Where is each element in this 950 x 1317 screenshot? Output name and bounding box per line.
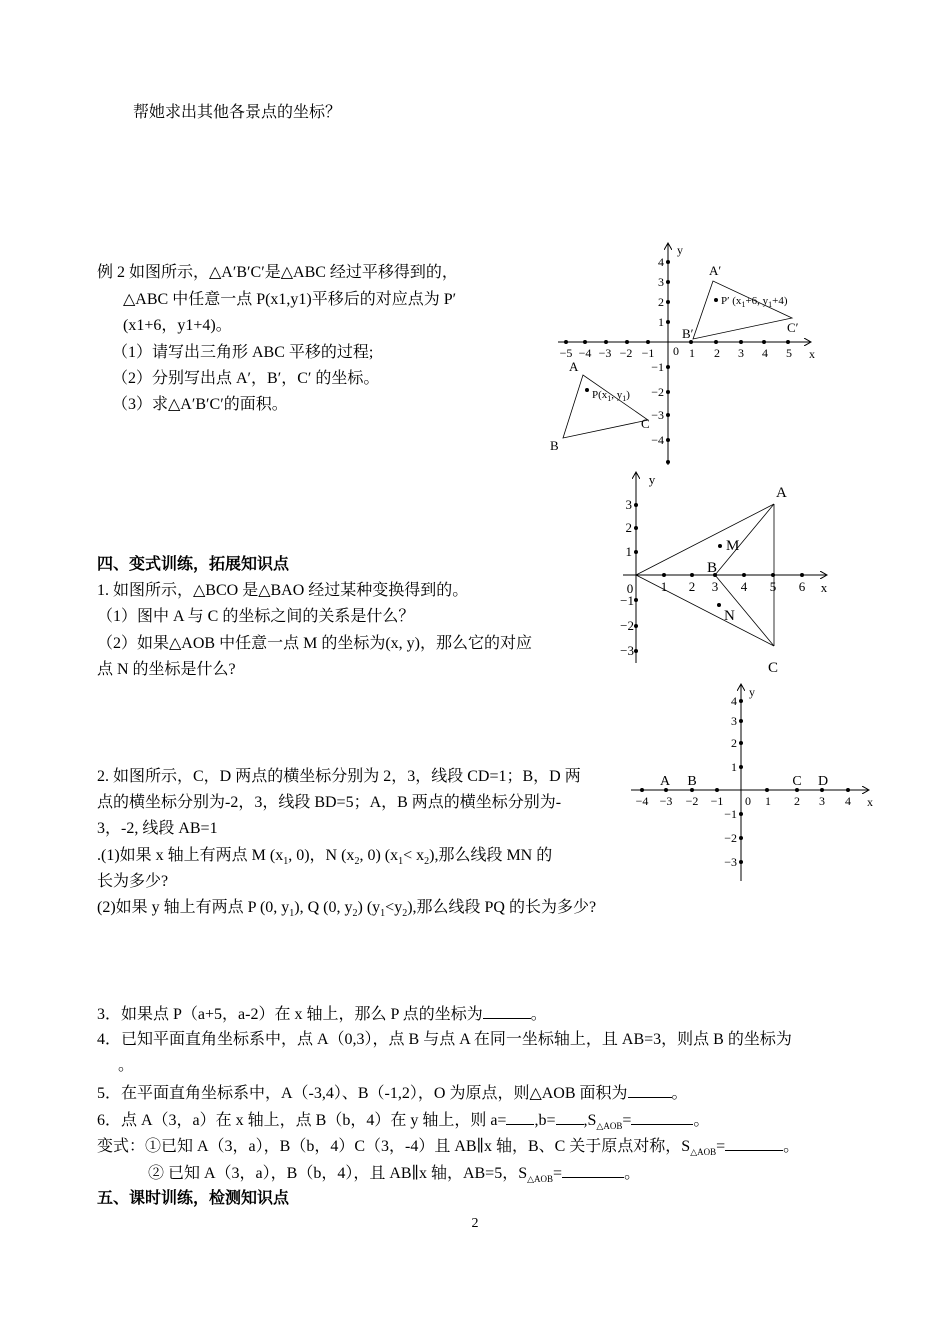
- fig2-x-axis-label: x: [820, 580, 828, 595]
- fig2-ytick: −3: [620, 643, 634, 658]
- problem6: 6．点 A（3，a）在 x 轴上，点 B（b，4）在 y 轴上，则 $a= ,b= ,S_{\triangle AOB}=$ 。: [97, 1109, 709, 1136]
- fig3-ytick: −2: [724, 831, 737, 845]
- fig1-label-p-prime: P′ ($x_1+6$, $y_1+4$): [721, 295, 788, 309]
- triangle-a-prime: [693, 281, 792, 339]
- fig1-ytick: −2: [651, 385, 664, 399]
- fig3-origin: 0: [745, 794, 751, 808]
- problem2-q1: .(1)如果 x 轴上有两点 M ($x_1$, 0)，N ($x_2$, 0) $(x_1< x_2)$,那么线段 MN 的: [97, 847, 553, 868]
- fig1-x-axis-label: x: [809, 347, 815, 361]
- page-number: 2: [471, 1216, 479, 1231]
- problem2-q2: (2)如果 y 轴上有两点 P (0, $y_1$), Q (0, $y_2$) $(y_1<y_2)$,那么线段 PQ 的长为多少?: [97, 899, 597, 920]
- fig2-ytick: 1: [625, 544, 632, 559]
- fig1-xtick: 2: [714, 346, 720, 360]
- fig1-label-a: A: [569, 359, 579, 374]
- fig1-xtick: 1: [689, 346, 695, 360]
- fig3-xtick: 4: [845, 794, 851, 808]
- fig1-label-a-prime: A′: [709, 263, 722, 278]
- fig3-ytick: 4: [731, 694, 737, 708]
- fig3-xtick: 3: [819, 794, 825, 808]
- fig1-xtick: −3: [598, 346, 612, 360]
- variant1: 变式：①已知 A（3，a），B（b，4）C（3，-4）且 AB∥x 轴，B、C 关于原点对称，$S_{\triangle AOB}=$ 。: [97, 1135, 799, 1162]
- fig1-label-p: $P(x_1$, $y_1$): [592, 389, 630, 403]
- fig2-label-n: N: [724, 608, 735, 624]
- section5-heading: 五、课时训练，检测知识点: [97, 1190, 290, 1207]
- problem2-line3: 3，-2, 线段 AB=1: [97, 820, 218, 837]
- fig2-xtick: 1: [660, 579, 668, 594]
- fig3-ytick: −1: [724, 807, 737, 821]
- fig2-xtick: 3: [711, 579, 719, 594]
- example2-q2: （2）分别写出点 A′，B′，C′ 的坐标。: [112, 370, 380, 387]
- fig3-label-d: D: [817, 774, 829, 789]
- fig2-xtick: 6: [798, 579, 806, 594]
- problem4-end: 。: [118, 1057, 135, 1074]
- fig1-xtick: 4: [762, 346, 768, 360]
- problem1-q2-cont: 点 N 的坐标是什么?: [97, 661, 236, 678]
- fig2-ytick: 3: [625, 497, 632, 512]
- problem5: 5．在平面直角坐标系中，A（-3,4）、B（-1,2），O 为原点，则△AOB 面积为 。: [97, 1082, 688, 1104]
- variant2: ② 已知 A（3，a），B（b，4），且 AB∥x 轴，AB=5，$S_{\triangle AOB}=$ 。: [148, 1162, 640, 1189]
- fig1-ytick: 3: [658, 275, 664, 289]
- fig3-ytick: 1: [731, 760, 737, 774]
- problem2-line1: 2. 如图所示，C，D 两点的横坐标分别为 2，3，线段 CD=1；B，D 两: [97, 768, 581, 785]
- fig3-xtick: −4: [635, 794, 649, 808]
- fig1-ytick: −3: [651, 408, 664, 422]
- fig3-xtick: 1: [765, 794, 771, 808]
- fig2-ytick: −1: [620, 593, 634, 608]
- fig2-ytick: 2: [625, 520, 632, 535]
- example2-line1: 例 2 如图所示，△A′B′C′是△ABC 经过平移得到的，: [97, 264, 458, 281]
- fig1-ytick: 1: [658, 315, 664, 329]
- fig1-ytick: 2: [658, 295, 664, 309]
- fig3-label-a: A: [659, 774, 671, 789]
- problem2-line2: 点的横坐标分别为-2，3，线段 BD=5；A，B 两点的横坐标分别为-: [97, 794, 562, 811]
- fig2-label-a: A: [776, 485, 787, 501]
- problem2-q1-cont: 长为多少?: [97, 873, 169, 890]
- fig3-xtick: −1: [710, 794, 724, 808]
- fig2-origin: 0: [626, 581, 634, 596]
- fig3-ytick: 2: [731, 736, 737, 750]
- fig2-label-c: C: [768, 660, 779, 676]
- fig1-ytick: −1: [651, 360, 664, 374]
- fig3-xtick: −3: [659, 794, 673, 808]
- fig1-label-b-prime: B′: [682, 326, 694, 341]
- fig1-label-c: C: [641, 416, 650, 431]
- fig1-xtick: 5: [786, 346, 792, 360]
- problem1-line1: 1. 如图所示，△BCO 是△BAO 经过某种变换得到的。: [97, 582, 469, 599]
- fig3-xtick: 2: [794, 794, 800, 808]
- problem1-q1: （1）图中 A 与 C 的坐标之间的关系是什么？: [97, 608, 415, 625]
- problem1-q2: （2）如果△AOB 中任意一点 M 的坐标为(x, y)，那么它的对应: [97, 635, 532, 652]
- fig2-label-b: B: [707, 560, 718, 576]
- fig3-y-axis-label: y: [749, 685, 755, 699]
- fig3-x-axis-label: x: [867, 795, 873, 809]
- example2-line3: (x1+6，y1+4)。: [123, 317, 232, 334]
- fig3-ytick: 3: [731, 714, 737, 728]
- fig1-ytick: 4: [658, 255, 664, 269]
- fig2-xtick: 4: [740, 579, 748, 594]
- fig1-origin: 0: [673, 344, 679, 358]
- example2-line2: △ABC 中任意一点 P(x1,y1)平移后的对应点为 P′: [123, 291, 457, 308]
- figure-axis-points: [625, 680, 885, 885]
- fig1-label-c-prime: C′: [787, 320, 799, 335]
- figure-reflection: [615, 470, 835, 680]
- example2-q1: （1）请写出三角形 ABC 平移的过程;: [112, 344, 374, 361]
- fig2-xtick: 2: [688, 579, 696, 594]
- triangle-abc: [563, 375, 648, 438]
- problem3: 3．如果点 P（a+5，a-2）在 x 轴上，那么 P 点的坐标为 。: [97, 1003, 547, 1025]
- fig2-label-m: M: [726, 538, 740, 554]
- fig3-xtick: −2: [685, 794, 699, 808]
- fig2-xtick: 5: [769, 579, 777, 594]
- section4-heading: 四、变式训练，拓展知识点: [97, 556, 290, 573]
- fig1-xtick: −2: [619, 346, 633, 360]
- fig2-y-axis-label: y: [648, 472, 656, 487]
- fig1-xtick: 3: [738, 346, 744, 360]
- fig1-ytick: −4: [651, 433, 664, 447]
- example2-q3: （3）求△A′B′C′的面积。: [112, 396, 288, 413]
- fig1-xtick: −4: [578, 346, 592, 360]
- fig3-ytick: −3: [724, 855, 737, 869]
- top-line: 帮她求出其他各景点的坐标？: [133, 104, 342, 121]
- fig1-xtick: −5: [559, 346, 573, 360]
- fig1-y-axis-label: y: [677, 243, 683, 257]
- figure-translation: [540, 238, 830, 473]
- fig1-label-b: B: [550, 438, 559, 453]
- problem4: 4．已知平面直角坐标系中，点 A（0,3），点 B 与点 A 在同一坐标轴上，且 AB=3，则点 B 的坐标为: [97, 1031, 792, 1048]
- fig3-label-c: C: [792, 774, 802, 789]
- fig1-xtick: −1: [641, 346, 655, 360]
- fig2-ytick: −2: [620, 618, 634, 633]
- fig3-label-b: B: [687, 774, 697, 789]
